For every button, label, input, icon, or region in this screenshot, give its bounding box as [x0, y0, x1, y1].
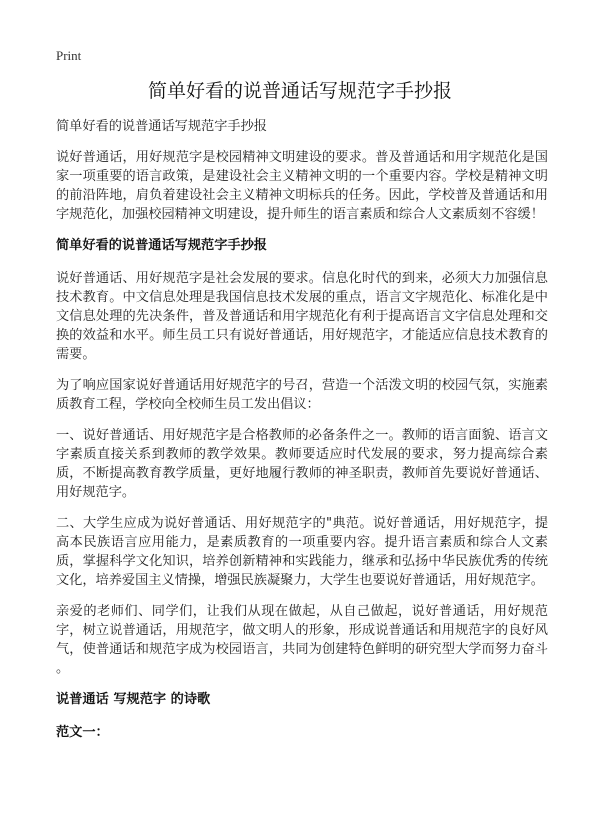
paragraph-social-development: 说好普通话、用好规范字是社会发展的要求。信息化时代的到来，必须大力加强信息技术教育。中文信息处理是我国信息技术发展的重点，语言文字规范化、标准化是中文信息处理的先决条件，普及普通话和用字规范化有利于提高语言文字信息处理和交换的效益和水平。师生员工只有说好普通话，用好规范字，才能适应信息技术教育的需要。: [56, 271, 548, 362]
document-subtitle: 简单好看的说普通话写规范字手抄报: [56, 119, 267, 134]
section-heading-handwritten-newspaper: 简单好看的说普通话写规范字手抄报: [56, 238, 267, 253]
paragraph-initiative: 为了响应国家说好普通话用好规范字的号召，营造一个活泼文明的校园气氛，实施素质教育工程，学校向全校师生员工发出倡议：: [56, 378, 548, 412]
paragraph-intro: 说好普通话，用好规范字是校园精神文明建设的要求。普及普通话和用字规范化是国家一项重要的语言政策，是建设社会主义精神文明的一个重要内容。学校是精神文明的前沿阵地，肩负着建设社会主义精神文明标兵的任务。因此，学校普及普通话和用字规范化，加强校园精神文明建设，提升师生的语言素质和综合人文素质刻不容缓！: [56, 150, 548, 222]
document-body: [56, 118, 548, 756]
print-link[interactable]: Print: [56, 48, 82, 63]
paragraph-students: 二、大学生应成为说好普通话、用好规范字的"典范。说好普通话，用好规范字，提高本民族语言应用能力，是素质教育的一项重要内容。提升语言素质和综合人文素质，掌握科学文化知识，培养创新精神和实践能力，继承和弘扬中华民族优秀的传统文化，培养爱国主义情操，增强民族凝聚力，大学生也要说好普通话，用好规范字。: [56, 516, 548, 588]
document-title: 简单好看的说普通话写规范字手抄报: [147, 80, 452, 102]
section-heading-poems: 说普通话 写规范字 的诗歌: [56, 692, 211, 707]
section-heading-example-one: 范文一：: [56, 725, 109, 740]
paragraph-call-to-action: 亲爱的老师们、同学们，让我们从现在做起，从自己做起，说好普通话，用好规范字，树立说普通话，用规范字，做文明人的形象，形成说普通话和用规范字的良好风气，使普通话和规范字成为校园语言，共同为创建特色鲜明的研究型大学而努力奋斗 。: [56, 604, 548, 676]
paragraph-teachers: 一、说好普通话、用好规范字是合格教师的必备条件之一。教师的语言面貌、语言文字素质直接关系到教师的教学效果。教师要适应时代发展的要求，努力提高综合素质，不断提高教育教学质量，更好地履行教师的神圣职责，教师首先要说好普通话、用好规范字。: [56, 428, 548, 500]
